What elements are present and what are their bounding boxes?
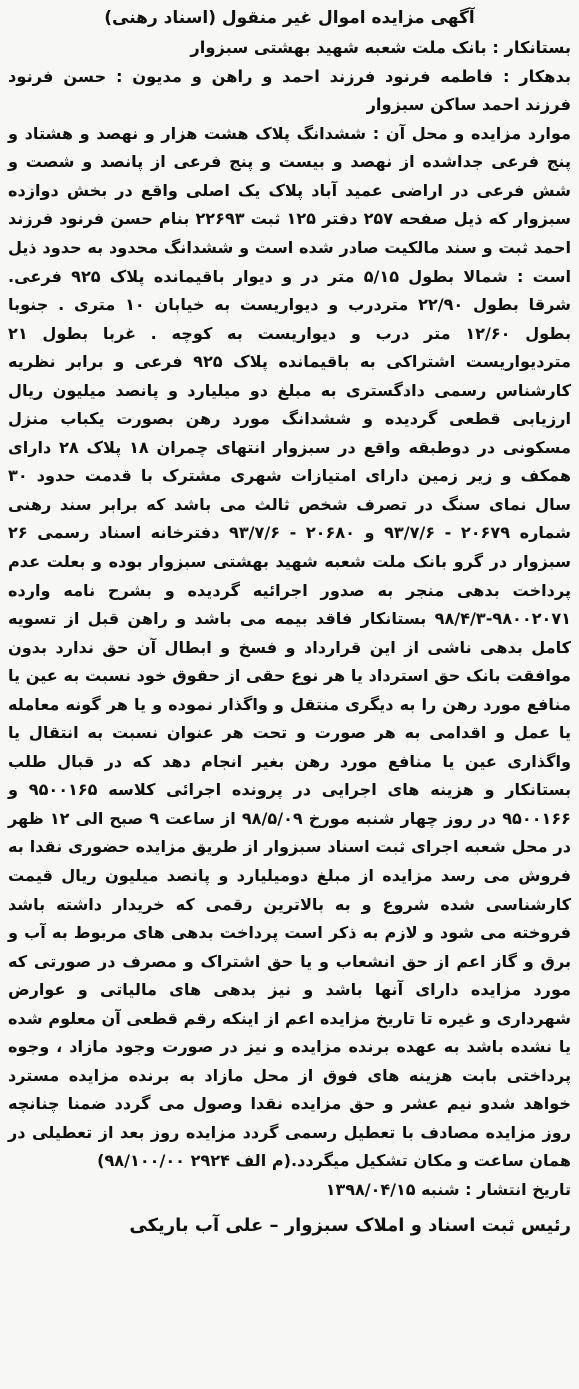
notice-title: آگهی مزایده اموال غیر منقول (اسناد رهنی) — [104, 8, 475, 28]
publish-date-label: تاریخ انتشار : — [465, 1180, 571, 1200]
creditor-line — [8, 34, 571, 63]
publish-date-value: شنبه ۱۳۹۸/۰۴/۱۵ — [325, 1180, 460, 1200]
debtor-value: فاطمه فرنود فرزند احمد و راهن و مدیون : حسن فرنود فرزند احمد ساکن سبزوار — [8, 66, 571, 115]
auction-items-text: ششدانگ پلاک هشت هزار و نهصد و هشتاد و پنج فرعی جداشده از نهصد و بیست و پنج فرعی از پانصد و شصت و شش فرعی در اراضی عمید آباد پلاک یک اصلی واقع در بخش دوازده سبزوار که ذیل صفحه ۲۵۷ دفتر ۱۲۵ ثبت ۲۲۶۹۳ بنام حسن فرنود فرزند احمد ثبت و سند مالکیت صادر شده است و ششدانگ محدود به حدود ذیل است : شمالا بطول ۵/۱۵ متر در و دیوار باقیمانده پلاک ۹۲۵ فرعی. شرقا بطول ۲۲/۹۰ متردرب و دیواریست به خیابان ۱۰ متری . جنوبا بطول ۱۲/۶۰ متر درب و دیواریست به کوچه . غربا بطول ۲۱ متردیواریست اشتراکی به باقیمانده پلاک ۹۲۵ فرعی و برابر نظریه کارشناس رسمی دادگستری به مبلغ دو میلیارد و پانصد میلیون ریال ارزیابی قطعی گردیده و ششدانگ مورد رهن بصورت یکباب منزل مسکونی در دوطبقه واقع در سبزوار انتهای چمران ۱۸ پلاک ۲۸ دارای همکف و زیر زمین دارای امتیازات شهری مشترک با قدمت حدود ۳۰ سال نمای سنگ در تصرف شخص ثالث می باشد که برابر سند رهنی شماره ۲۰۶۷۹ - ۹۳/۷/۶ و ۲۰۶۸۰ - ۹۳/۷/۶ دفترخانه اسناد رسمی ۲۶ سبزوار در گرو بانک ملت شعبه شهید بهشتی سبزوار بوده و بعلت عدم پرداخت بدهی منجر به صدور اجرائیه گردیده و بشرح نامه وارده ۹۸۰۰۲۰۷۱-۹۸/۴/۳ بستانکار فاقد بیمه می باشد و راهن قبل از تسویه کامل بدهی ناشی از این قرارداد و فسخ و ابطال آن حق ندارد بدون موافقت بانک حق استرداد یا هر نوع حقی از حقوق خود نسبت به عین یا منافع مورد رهن را به دیگری منتقل و واگذار نموده و یا هر گونه معامله یا عمل و اقدامی به هر صورت و تحت هر عنوان نسبت به انتقال یا واگذاری عین یا منافع مورد رهن بغیر انجام دهد که در قبال طلب بستانکار و هزینه های اجرایی در پرونده اجرائی کلاسه ۹۵۰۰۱۶۵ و ۹۵۰۰۱۶۶ در روز چهار شنبه مورخ ۹۸/۵/۰۹ از ساعت ۹ صبح الی ۱۲ ظهر در محل شعبه اجرای ثبت اسناد سبزوار از طریق مزایده حضوری نقدا به فروش می رسد مزایده از مبلغ دومیلیارد و پانصد میلیون ریال قیمت کارشناسی شده شروع و به بالاترین رقمی که خریدار داشته باشد فروخته می شود و لازم به ذکر است پرداخت بدهی های مربوط به آب و برق و گاز اعم از حق انشعاب و یا حق اشتراک و مصرف در صورتی که مورد مزایده دارای آنها باشد و نیز بدهی های مالیاتی و عوارض شهرداری و غیره تا تاریخ مزایده اعم از اینکه رقم قطعی آن معلوم شده یا نشده باشد به عهده برنده مزایده و نیز در صورت وجود مازاد ، وجوه پرداختی بابت هزینه های فوق از محل مازاد به برنده مزایده مسترد خواهد شدو نیم عشر و حق مزایده نقدا وصول می گردد ضمنا چنانچه روز مزایده مصادف با تعطیل رسمی گردد مزایده روز بعد از تعطیلی در همان ساعت و مکان تشکیل میگردد.(م الف ۲۹۲۴ ۹۸/۱۰۰/۰۰) — [8, 123, 572, 1171]
debtor-line — [8, 63, 571, 120]
publish-date-line — [8, 1176, 571, 1204]
auction-items-paragraph — [8, 120, 571, 1176]
auction-items-label: موارد مزایده و محل آن : — [372, 123, 572, 143]
debtor-label: بدهکار : — [502, 66, 571, 86]
creditor-value: بانک ملت شعبه شهید بهشتی سبزوار — [190, 38, 487, 57]
creditor-label: بستانکار : — [492, 38, 571, 57]
signature: رئیس ثبت اسناد و املاک سبزوار – علی آب باریکی — [129, 1215, 571, 1237]
